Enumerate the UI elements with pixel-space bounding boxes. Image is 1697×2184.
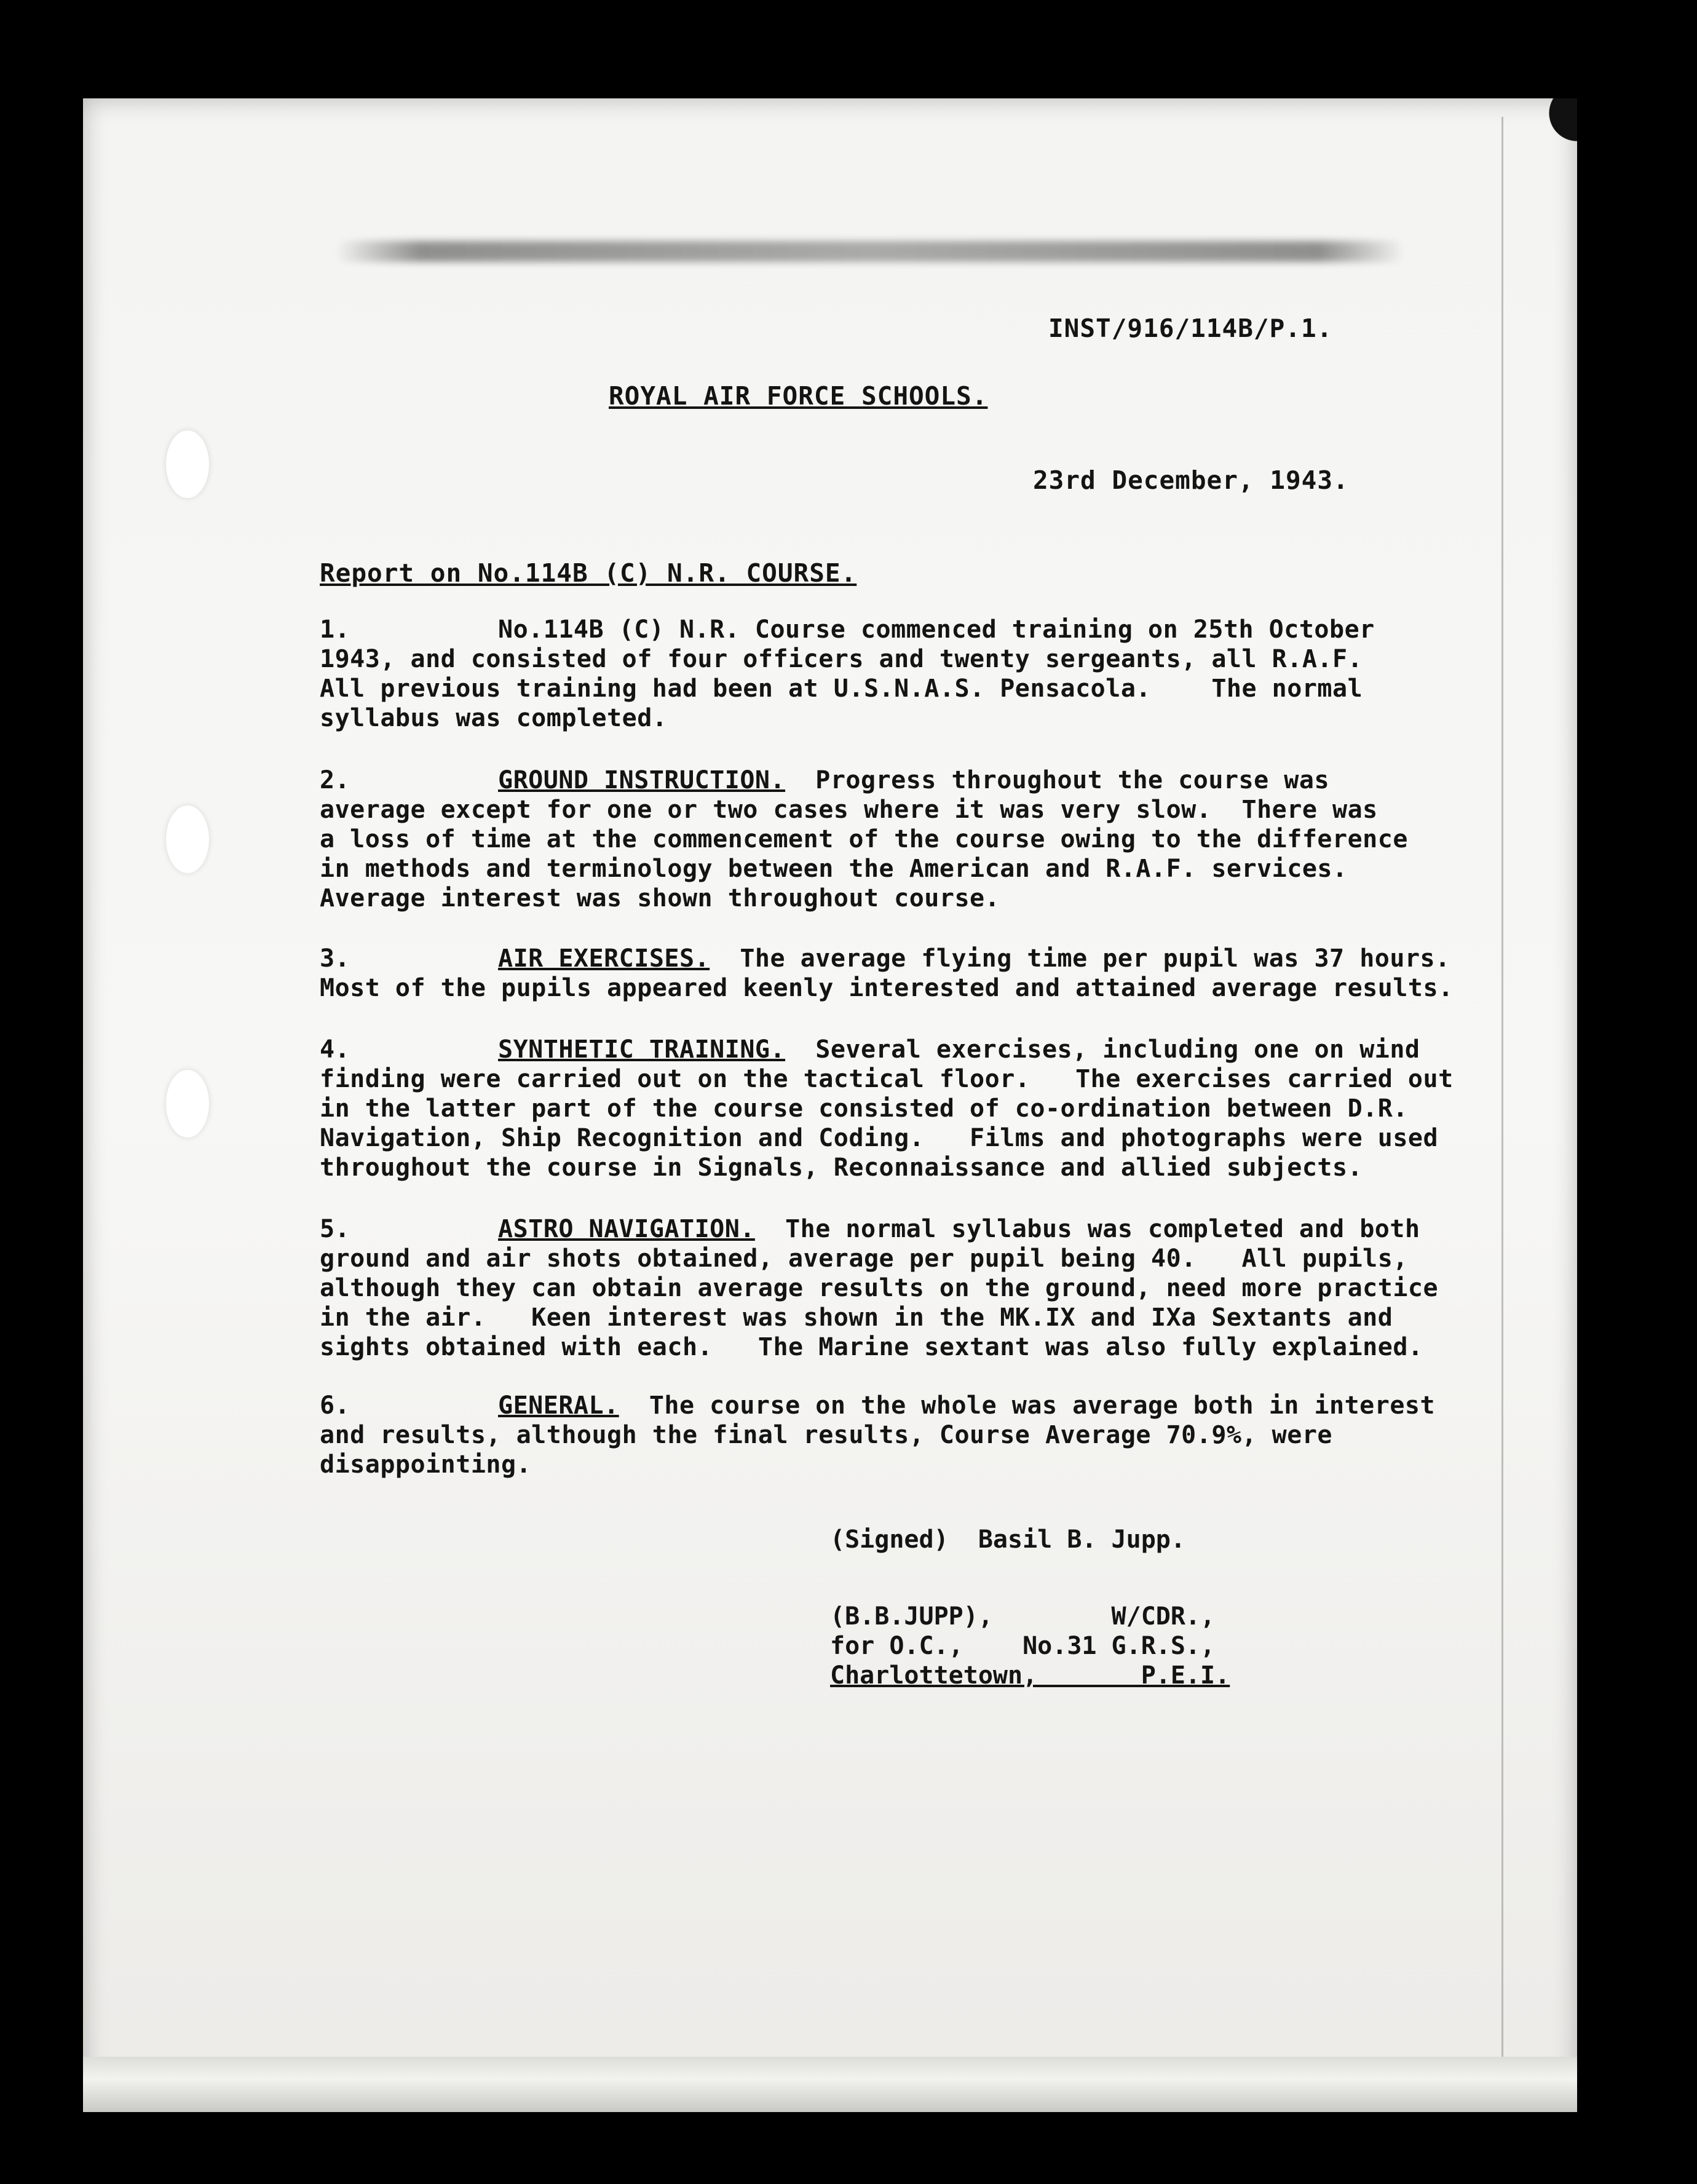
paragraph-caption: SYNTHETIC TRAINING. [498,1035,786,1064]
paragraph-line: in the latter part of the course consisted of co-ordination between D.R. [320,1094,1408,1123]
paragraph-caption: GROUND INSTRUCTION. [498,766,786,794]
paragraph-line: The normal syllabus was completed and both [785,1215,1420,1243]
paragraph-number: 6. [320,1391,350,1420]
paragraph-line: although they can obtain average results on the ground, need more practice [320,1274,1439,1302]
paragraph-caption: ASTRO NAVIGATION. [498,1215,755,1243]
paragraph-line: average except for one or two cases where it was very slow. There was [320,796,1378,824]
document-date: 23rd December, 1943. [1033,465,1349,495]
paragraph-line: in the air. Keen interest was shown in the MK.IX and IXa Sextants and [320,1304,1393,1332]
scan-smudge [335,241,1405,262]
reference-number: INST/916/114B/P.1. [1048,314,1333,343]
paragraph-3 [320,944,1457,1003]
signature-unit: for O.C., No.31 G.R.S., [830,1632,1216,1660]
paragraph-line: Navigation, Ship Recognition and Coding. Films and photographs were used [320,1124,1439,1152]
corner-mark [1503,98,1577,172]
paragraph-line: Most of the pupils appeared keenly interested and attained average results. [320,974,1454,1002]
paragraph-caption: AIR EXERCISES. [498,944,710,973]
paragraph-line: and results, although the final results, Course Average 70.9%, were [320,1421,1332,1449]
paragraph-line: a loss of time at the commencement of the course owing to the difference [320,825,1408,853]
paragraph-5 [320,1214,1457,1362]
signature-name-rank: (B.B.JUPP), W/CDR., [830,1602,1216,1631]
paragraph-line: ground and air shots obtained, average per pupil being 40. All pupils, [320,1244,1408,1273]
document-heading: ROYAL AIR FORCE SCHOOLS. [609,381,988,411]
paragraph-line: The course on the whole was average both in interest [649,1391,1436,1420]
paragraph-line: throughout the course in Signals, Reconnaissance and allied subjects. [320,1153,1363,1182]
paragraph-2 [320,766,1457,913]
paragraph-line: sights obtained with each. The Marine sextant was also fully explained. [320,1333,1423,1361]
paragraph-number: 3. [320,944,350,973]
paragraph-line: No.114B (C) N.R. Course commenced training on 25th October [498,615,1375,644]
paragraph-number: 1. [320,615,350,644]
report-subject: Report on No.114B (C) N.R. COURSE. [320,558,857,588]
punch-hole-middle [166,805,209,873]
paragraph-line: in methods and terminology between the American and R.A.F. services. [320,855,1348,883]
paragraph-caption: GENERAL. [498,1391,619,1420]
paragraph-line: The average flying time per pupil was 37 hours. [740,944,1450,973]
paragraph-1 [320,615,1457,733]
signature-signed: (Signed) Basil B. Jupp. [830,1525,1185,1554]
paragraph-line: syllabus was completed. [320,704,668,732]
paragraph-line: All previous training had been at U.S.N.A.S. Pensacola. The normal [320,675,1363,703]
punch-hole-lower [166,1070,209,1138]
signature-location: Charlottetown, P.E.I. [830,1661,1230,1690]
paragraph-4 [320,1035,1457,1182]
page-edge-bottom [83,2057,1577,2112]
paragraph-number: 2. [320,766,350,794]
paragraph-line: Average interest was shown throughout course. [320,884,1000,912]
paragraph-line: disappointing. [320,1450,532,1479]
page-edge-right [1501,117,1503,2112]
punch-hole-top [166,430,209,498]
paragraph-line: finding were carried out on the tactical floor. The exercises carried out [320,1065,1454,1093]
paragraph-line: Several exercises, including one on wind [815,1035,1420,1064]
paragraph-line: 1943, and consisted of four officers and twenty sergeants, all R.A.F. [320,645,1363,673]
paragraph-line: Progress throughout the course was [815,766,1330,794]
paragraph-6 [320,1391,1457,1479]
paragraph-number: 5. [320,1215,350,1243]
paragraph-number: 4. [320,1035,350,1064]
